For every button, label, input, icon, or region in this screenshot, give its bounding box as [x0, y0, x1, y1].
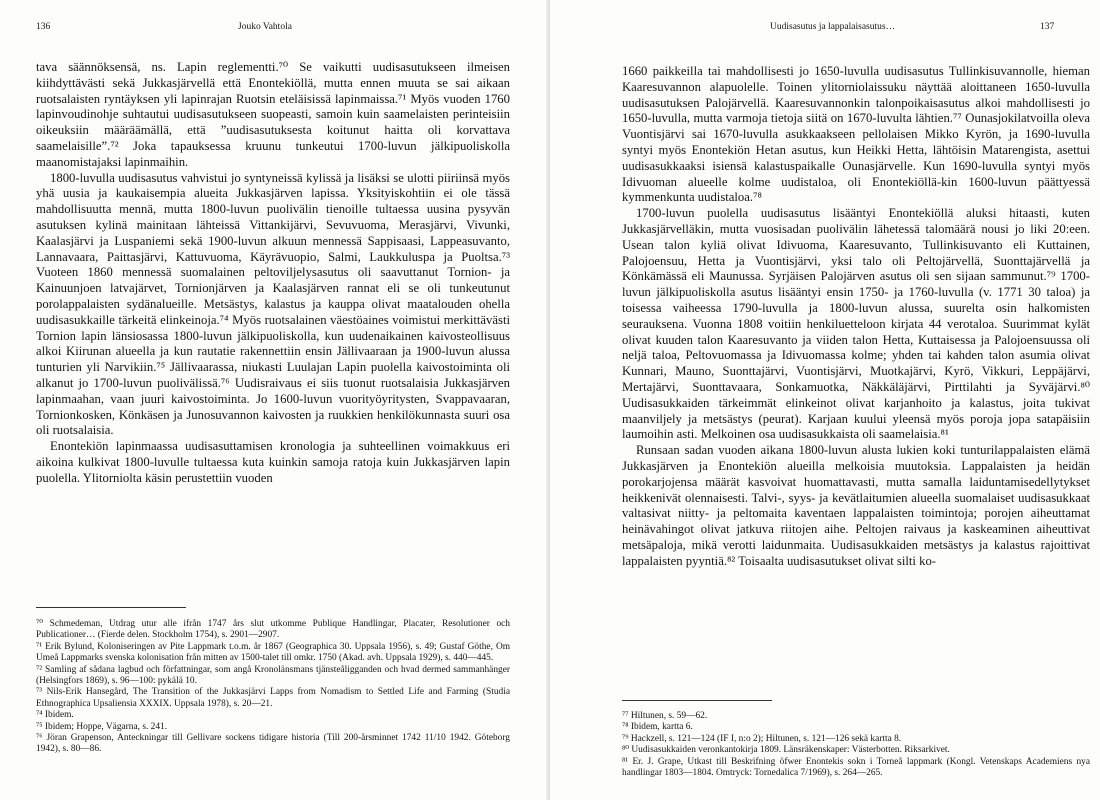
right-page	[550, 0, 1100, 800]
right-footnotes	[622, 711, 1090, 779]
footnote: ⁷⁰ Schmedeman, Utdrag utur alle ifrån 1747 års slut utkomme Publique Handlingar, Placater, Resolutioner och Publicationer… (Fierde delen. Stockholm 1754), s. 2901—2907.	[36, 619, 510, 641]
paragraph: Enontekiön lapinmaassa uudisasuttamisen kronologia ja suhteellinen voimakkuus eri aikoina kulkivat 1800-luvulle tultaessa kuta kuinkin samoja ratoja kuin Jukkasjärven lapin puolella. Ylitorniolta käsin perustettiin vuoden	[36, 439, 510, 485]
right-body-text	[622, 64, 1090, 570]
paragraph: 1660 paikkeilla tai mahdollisesti jo 1650-luvulla uudisasutus Tullinkisuvannolle, hieman Kaaresuvannon alapuolelle. Toinen ylitorniolaissuku näyttää aloittaneen 1650-luvulla uudisasutuksen Palojärvellä. Kaaresuvannonkin talonpoikaisasutus alkoi mahdollisesti jo 1650-luvulla, mutta varmoja tietoja siitä on 1670-luvulta lähtien.⁷⁷ Ounasjokilatvoilla oleva Vuontisjärvi sai 1670-luvulla asukkaakseen pellolaisen Mikko Kyrön, ja 1690-luvulla syntyi myös Enontekiön Hetan asutus, kun Heikki Hetta, lähtöisin Matarengista, asettui uudisasukkaaksi isiensä kalastuspaikalle Ounasjärvelle. Kun 1690-luvulla syntyi myös Idivuoman alueelle kolme uudistaloa, oli Enontekiöllä-kin 1600-luvun päättyessä kymmenkunta uudistaloa.⁷⁸	[622, 64, 1090, 205]
footnote: ⁷¹ Erik Bylund, Koloniseringen av Pite Lappmark t.o.m. år 1867 (Geographica 30. Uppsala 1956), s. 49; Gustaf Göthe, Om Umeå Lappmarks svenska kolonisation från mitten av 1500-talet till omkr. 1750 (Akad. avh. Uppsala 1929), s. 440—445.	[36, 641, 510, 664]
paragraph: 1800-luvulla uudisasutus vahvistui jo syntyneissä kylissä ja lisäksi se ulotti piiriinsä myös yhä uusia ja kaukaisempia alueita Jukkasjärven lapissa. Yksityiskohtiin ei ole tässä mahdollisuutta mennä, mutta 1800-luvun puolivälin tienoille tultaessa uusina pysyvän asutuksen kylinä mainitaan lähteissä Vittankijärvi, Sevuvuoma, Merasjärvi, Vivunki, Kaalasjärvi ja Luspaniemi sekä 1900-luvun alkuun mennessä Sappisaasi, Lappeasuvanto, Lannavaara, Paittasjärvi, Kattuvuoma, Käyrävuopio, Salmi, Laukkuluspa ja Puoltsa.⁷³ Vuoteen 1860 mennessä suomalainen peltoviljelysasutus oli saavuttanut Tornion- ja Kainuunjoen latvajärvet, Tornionjärven ja Kaalasjärven rannat eli se oli tunkeutunut porolappalaisten sydänalueille. Metsästys, kalastus ja kauppa olivat maatalouden ohella uudisasukkaille tärkeitä elinkeinoja.⁷⁴ Myös ruotsalainen väestöaines voimistui merkittävästi Tornion lapin länsiosassa 1800-luvun jälkipuoliskolla, kun uudenaikainen kaivosteollisuus alkoi Kiirunan alueella ja kun rautatie rakennettiin ensin Jällivaaraan ja 1900-luvun alussa tunturien yli Narvikiin.⁷⁵ Jällivaarassa, niukasti Luulajan Lapin puolella kaivostoiminta oli alkanut jo 1700-luvun puolivälissä.⁷⁶ Uudisraivaus ei siis tuonut ruotsalaisia Jukkasjärven lapinmaahan, vaan juuri kaivostoiminta. Jo 1600-luvun vuorityöyritysten, Svappavaaran, Tornionkosken, Könkäsen ja Junosuvannon kaivosten ja ruukkien henkilökunnasta suuri osa oli ruotsalaisia.	[36, 170, 510, 438]
left-page-number: 136	[36, 22, 51, 32]
right-page-number: 137	[1040, 22, 1055, 32]
footnote: ⁷⁵ Ibidem; Hoppe, Vägarna, s. 241.	[36, 721, 168, 732]
footnote: ⁸¹ Er. J. Grape, Utkast till Beskrifning öfwer Enontekis sokn i Torneå lappmark (Kongl. Vetenskaps Academiens nya handlingar 1803—1804. Omtryck: Tornedalica 7/1969), s. 264—265.	[622, 756, 1090, 779]
footnote: ⁷⁷ Hiltunen, s. 59—62.	[622, 711, 708, 721]
left-body-text	[36, 60, 510, 487]
paragraph: 1700-luvun puolella uudisasutus lisääntyi Enontekiöllä aluksi hitaasti, kuten Jukkasjärvelläkin, mutta vuosisadan puolivälin lähetessä talomäärä nousi jo liki 20:een. Usean talon kyliä olivat Idivuoma, Kaaresuvanto, Tullinkisuvanto eli Kuttainen, Palojoensuu, Hetta ja Vuontisjärvi, yksi talo oli Peltojärvellä, Suonttajärvellä ja Könkämässä eli Maunussa. Syrjäisen Palojärven asutus oli sen sijaan sammunut.⁷⁹ 1700-luvun jälkipuoliskolla asutus lisääntyi ensin 1750- ja 1760-luvulla (v. 1771 30 taloa) ja toisessa vaiheessa 1790-luvulla ja 1800-luvun alussa, suurelta osin halkomisten seurauksena. Vuonna 1808 voitiin henkiluetteloon kirjata 44 verotaloa. Suurimmat kylät olivat kuuden talon Kaaresuvanto ja viiden talon Hetta, Kuttaisessa ja Palojoensuussa oli neljä taloa, Peltovuomassa ja Idivuomassa kolme; yhden tai kahden talon asumia olivat Kunnari, Mauno, Suonttajärvi, Vuontisjärvi, Muotkajärvi, Kyrö, Vikkuri, Leppäjärvi, Mertajärvi, Suonttavaara, Sonkamuotka, Näkkäläjärvi, Pirttilahti ja Syväjärvi.⁸⁰ Uudisasukkaiden tärkeimmät elinkeinot olivat karjanhoito ja kalastus, joita tukivat maanviljely ja metsästys (peurat). Karjaan kuului yleensä myös poroja jopa satapäisiin laumoihin asti. Melkoinen osa uudisasukkaista oli saamelaisia.⁸¹	[622, 206, 1090, 442]
paragraph: Runsaan sadan vuoden aikana 1800-luvun alusta lukien koki tunturilappalaisten elämä Jukkasjärven ja Enontekiön alueilla melkoisia muutoksia. Lappalaisten ja heidän porokarjojensa määrät kasvoivat huomattavasti, mutta samalla laiduntamisedellytykset heikkenivät olennaisesti. Talvi-, syys- ja kevätlaitumien alueella suomalaiset uudisasukkaat valtasivat niitty- ja peltomaita kaventaen lappalaisten toimintoja; porojen aiheuttamat heinävahingot olivat jatkuva riitojen aihe. Peltojen raivaus ja kaskeaminen aiheuttivat metsäpaloja, mikä verotti laidunmaita. Uudisasukkaiden metsästys ja kalastus rajoittivat lappalaisten pyyntiä.⁸² Toisaalta uudisasutukset olivat silti ko-	[622, 443, 1090, 568]
left-running-head: Jouko Vahtola	[238, 22, 292, 32]
left-footnotes	[36, 619, 510, 756]
footnote-divider	[36, 607, 186, 608]
footnote-divider	[622, 700, 772, 701]
right-running-head: Uudisasutus ja lappalaisasutus…	[770, 22, 896, 32]
footnote: ⁷⁹ Hackzell, s. 121—124 (IF I, n:o 2); Hiltunen, s. 121—126 sekä kartta 8.	[622, 733, 902, 744]
footnote: ⁷⁸ Ibidem, kartta 6.	[622, 722, 693, 733]
paragraph: tava säännöksensä, ns. Lapin reglementti.⁷⁰ Se vaikutti uudisasutukseen ilmeisen kiihdyttävästi sekä Jukkasjärvellä että Enontekiöllä, mutta ennen muuta se sai aikaan ruotsalaisten ryntäyksen yli lapinrajan Ruotsin eteläisissä lapinmaissa.⁷¹ Myös vuoden 1760 lapinvoudinohje suhtautui uudisasutukseen suopeasti, samoin kuin saamelaisten perinteisiin oikeuksiin määräämällä, että ”uudisasutuksesta koitunut haitta oli korvattava saamelaisille”.⁷² Joka tapauksessa kruunu tunkeutui 1700-luvun jälkipuoliskolla maanomistajaksi lapinmaihin.	[36, 60, 510, 169]
footnote: ⁷⁴ Ibidem.	[36, 710, 74, 721]
footnote: ⁷⁶ Jöran Grapenson, Anteckningar till Gellivare sockens tidigare historia (Till 200-årsminnet 1742 11/10 1942. Göteborg 1942), s. 80—86.	[36, 733, 510, 755]
footnote: ⁷³ Nils-Erik Hansegård, The Transition of the Jukkasjärvi Lapps from Nomadism to Settled Life and Farming (Studia Ethnographica Upsaliensia XXXIX. Uppsala 1978), s. 20—21.	[36, 687, 510, 709]
footnote: ⁸⁰ Uudisasukkaiden veronkantokirja 1809. Länsräkenskaper: Västerbotten. Riksarkivet.	[622, 745, 950, 756]
footnote: ⁷² Samling af sådana lagbud och författningar, som angå Kronolänsmans tjänsteåligganden och hvad dermed sammanhänger (Helsingfors 1869), s. 96—100: pykälä 10.	[36, 664, 510, 687]
